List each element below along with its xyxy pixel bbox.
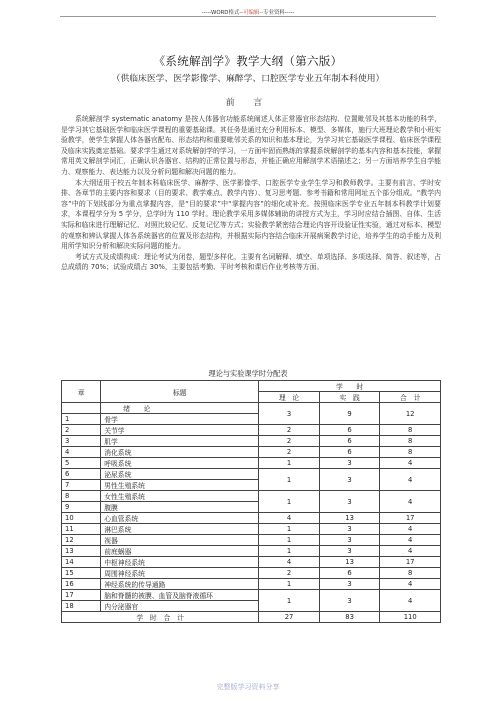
header-theory: 理 论: [259, 392, 320, 403]
row-theory: 2: [259, 436, 320, 447]
table-row: [62, 403, 441, 414]
table-row: [62, 546, 441, 557]
row-chapter: 10: [62, 513, 101, 524]
row-total: 4: [380, 535, 441, 546]
row-title: 泌尿系统: [101, 469, 259, 480]
row-total: 4: [380, 524, 441, 535]
table-row: [62, 535, 441, 546]
table-row: [62, 469, 441, 480]
row-chapter: 17: [62, 590, 101, 601]
row-title: 女性生殖系统: [101, 491, 259, 502]
row-title: 腹膜: [101, 502, 259, 513]
row-total: 17: [380, 557, 441, 568]
row-chapter: 5: [62, 458, 101, 469]
row-practice: 9: [319, 403, 380, 425]
row-title: 消化系统: [101, 447, 259, 458]
row-total: 8: [380, 425, 441, 436]
row-title: 绪 论: [101, 403, 259, 414]
row-chapter: 9: [62, 502, 101, 513]
row-title: 前庭蜗器: [101, 546, 259, 557]
row-practice: 6: [319, 568, 380, 579]
row-practice: 3: [319, 535, 380, 546]
row-title: 神经系统的传导通路: [101, 579, 259, 590]
paragraph-exam: 考试方式及成绩构成：理论考试为闭卷，题型多样化，主要有名词解释、填空、单项选择、多项选择、简答、叙述等，占总成绩的 70%；试验成绩占 30%，主要包括考勤、平时考核和课后作业考核等方面。: [61, 252, 441, 272]
table-row: [62, 524, 441, 535]
paragraph-intro: 系统解剖学 systematic anatomy 是按人体器官功能系统阐述人体正常器官形态结构、位置毗邻及其基本功能的科学，是学习其它基础医学和临床医学课程的重要基础课。其任务是通过充分利用标本、模型、多媒体，施行大班理论教学和小班实验教学，使学生掌握人体各器官配布、形态结构和重要毗邻关系的知识和基本理论，为学习其它基础医学课程、临床医学课程及临床实践奠定基础。要求学生通过对系统解剖学的学习，一方面牢固而熟练的掌握系统解剖学的基本内容和基本技能，掌握常用英文解剖学词汇，正确认识各器官、结构的正常位置与形态，并能正确应用解剖学术语描述之；另一方面培养学生自学能力、观察能力、表达能力以及分析问题和解决问题的能力。: [61, 115, 441, 176]
row-theory: 1: [259, 469, 320, 491]
row-chapter: 1: [62, 414, 101, 425]
row-chapter: 11: [62, 524, 101, 535]
total-theory: 27: [259, 612, 320, 623]
row-practice: 3: [319, 546, 380, 557]
row-total: 4: [380, 469, 441, 491]
banner-prefix: -----WORD格式--: [201, 10, 244, 16]
paragraph-scope: 本大纲适用于校五年制本科临床医学、麻醉学、医学影像学、口腔医学专业学生学习和教师教学。主要有前言、学时安排、各章节的主要内容和要求（目的要求、教学难点、教学内容）、复习思考题、参考书籍和常用网址五个部分组成。“教学内容”中的下划线部分为重点掌握内容，是“目的要求”中“掌握内容”的细化或补充。按照临床医学专业五年制本科教学计划要求，本课程学分为 5 学分，总学时为 110 学时。理论教学采用多媒体辅助的讲授方式为主，学习时应结合插图、自体、生活实际和临床进行理解记忆、对照比较记忆、反复记忆等方式；实验教学紧密结合理论内容开设验证性实验，通过对标本、模型的观察和辨认掌握人体各系统器官的位置及形态结构，并根据实际内容结合临床开展病案教学讨论，培养学生的动手能力及利用所学知识分析和解决实际问题的能力。: [61, 178, 441, 251]
row-practice: 3: [319, 524, 380, 535]
row-title: 周围神经系统: [101, 568, 259, 579]
row-practice: 3: [319, 579, 380, 590]
row-title: 内分泌器官: [101, 601, 259, 612]
row-theory: 1: [259, 546, 320, 557]
banner-editable: 可编辑--: [243, 10, 264, 16]
row-chapter: 2: [62, 425, 101, 436]
row-theory: 3: [259, 403, 320, 425]
row-total: 8: [380, 436, 441, 447]
total-sum: 110: [380, 612, 441, 623]
row-theory: 1: [259, 458, 320, 469]
row-practice: 6: [319, 447, 380, 458]
row-chapter: 4: [62, 447, 101, 458]
top-banner: [0, 8, 496, 16]
row-practice: 6: [319, 425, 380, 436]
row-title: 男性生殖系统: [101, 480, 259, 491]
row-chapter: 14: [62, 557, 101, 568]
row-chapter: 12: [62, 535, 101, 546]
row-practice: 13: [319, 557, 380, 568]
header-hours: 学 时: [259, 381, 441, 392]
header-total: 合 计: [380, 392, 441, 403]
row-chapter: 8: [62, 491, 101, 502]
row-theory: 4: [259, 513, 320, 524]
row-title: 心血管系统: [101, 513, 259, 524]
row-theory: 2: [259, 568, 320, 579]
row-practice: 13: [319, 513, 380, 524]
table-row: [62, 436, 441, 447]
row-chapter: 6: [62, 469, 101, 480]
row-practice: 3: [319, 590, 380, 612]
total-label: 学 时 合 计: [62, 612, 259, 623]
document-subtitle: （供临床医学、医学影像学、麻醉学、口腔医学专业五年制本科使用）: [111, 74, 385, 84]
row-chapter: 7: [62, 480, 101, 491]
row-title: 骨学: [101, 414, 259, 425]
table-row: [62, 590, 441, 601]
row-title: 肌学: [101, 436, 259, 447]
row-total: 4: [380, 590, 441, 612]
row-total: 4: [380, 491, 441, 513]
row-title: 视器: [101, 535, 259, 546]
table-row: [62, 491, 441, 502]
row-theory: 2: [259, 447, 320, 458]
table-caption: 理论与实验课学时分配表: [208, 369, 288, 378]
preface-body: [61, 114, 441, 273]
header-title: 标题: [101, 381, 259, 403]
table-row: [62, 557, 441, 568]
table-row: [62, 425, 441, 436]
table-row: [62, 568, 441, 579]
row-theory: 4: [259, 557, 320, 568]
row-chapter: [62, 403, 101, 414]
table-row: [62, 579, 441, 590]
table-header-row: [62, 381, 441, 392]
header-chapter: 章: [62, 381, 101, 403]
row-theory: 1: [259, 590, 320, 612]
total-practice: 83: [319, 612, 380, 623]
row-theory: 1: [259, 579, 320, 590]
row-title: 脑和脊髓的被膜、血管及脑脊液循环: [101, 590, 259, 601]
row-title: 中枢神经系统: [101, 557, 259, 568]
row-theory: 1: [259, 491, 320, 513]
table-row: [62, 458, 441, 469]
header-practice: 实 践: [319, 392, 380, 403]
row-total: 4: [380, 458, 441, 469]
header-rule: [60, 16, 436, 17]
row-theory: 1: [259, 535, 320, 546]
row-practice: 3: [319, 469, 380, 491]
table-row: [62, 447, 441, 458]
document-title: 《系统解剖学》教学大纲（第六版）: [153, 54, 343, 68]
row-total: 8: [380, 568, 441, 579]
row-total: 4: [380, 579, 441, 590]
row-chapter: 16: [62, 579, 101, 590]
row-practice: 3: [319, 458, 380, 469]
row-total: 17: [380, 513, 441, 524]
hours-table: [61, 380, 441, 623]
preface-heading: 前 言: [225, 98, 271, 108]
row-title: 呼吸系统: [101, 458, 259, 469]
row-practice: 3: [319, 491, 380, 513]
row-chapter: 18: [62, 601, 101, 612]
row-title: 淋巴系统: [101, 524, 259, 535]
table-row: [62, 513, 441, 524]
banner-suffix: 专业资料-----: [263, 10, 295, 16]
row-theory: 1: [259, 524, 320, 535]
row-total: 12: [380, 403, 441, 425]
row-chapter: 13: [62, 546, 101, 557]
row-practice: 6: [319, 436, 380, 447]
table-total-row: [62, 612, 441, 623]
footer-watermark: 完整版学习资料分享: [216, 683, 280, 691]
row-theory: 2: [259, 425, 320, 436]
row-title: 关节学: [101, 425, 259, 436]
row-chapter: 3: [62, 436, 101, 447]
row-total: 8: [380, 447, 441, 458]
row-total: 4: [380, 546, 441, 557]
row-chapter: 15: [62, 568, 101, 579]
